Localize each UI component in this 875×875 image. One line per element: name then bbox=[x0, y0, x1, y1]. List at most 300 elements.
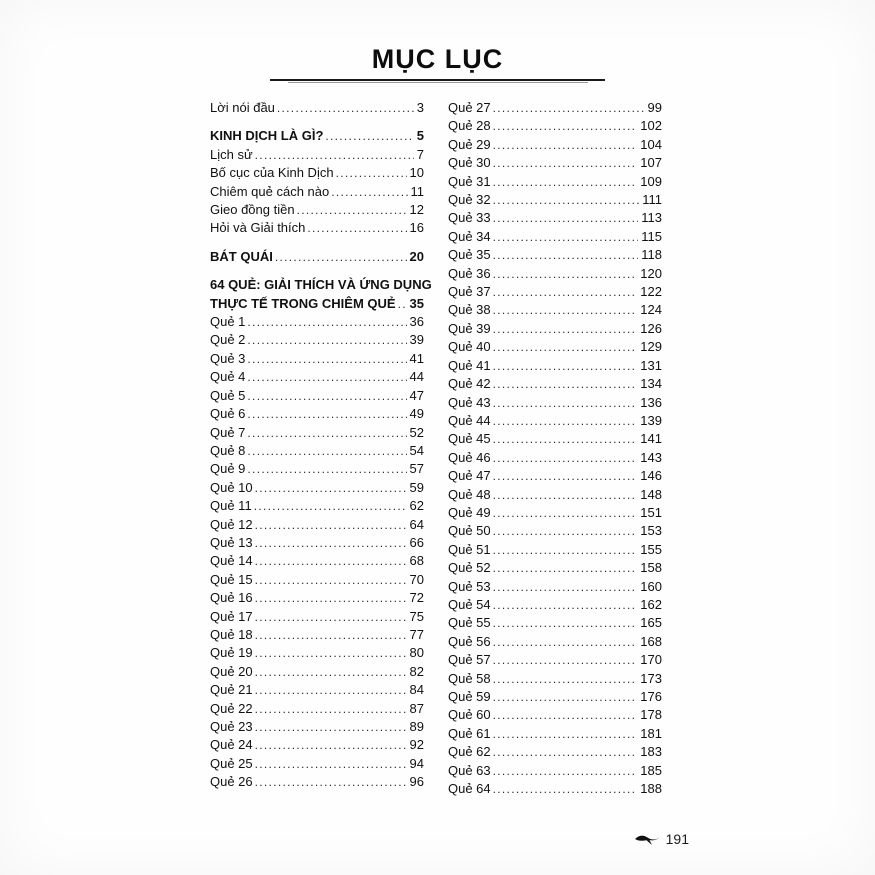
toc-entry bbox=[210, 626, 424, 644]
toc-entry-page: 178 bbox=[640, 707, 662, 723]
dot-leader bbox=[255, 516, 407, 534]
toc-entry-label: Quẻ 15 bbox=[210, 571, 253, 587]
toc-entry-page: 120 bbox=[640, 265, 662, 281]
toc-entry-label: Quẻ 59 bbox=[448, 689, 491, 704]
dot-leader bbox=[493, 301, 638, 319]
toc-entry bbox=[448, 743, 662, 761]
toc-entry bbox=[210, 350, 424, 368]
toc-entry-label: Quẻ 7 bbox=[210, 424, 246, 440]
dot-leader bbox=[255, 644, 407, 662]
dot-leader bbox=[247, 405, 406, 423]
toc-entry bbox=[448, 375, 662, 393]
toc-entry-label: Quẻ 39 bbox=[448, 320, 491, 336]
dot-leader bbox=[493, 246, 639, 264]
toc-entry-page: 75 bbox=[409, 608, 424, 624]
toc-entry-page: 52 bbox=[409, 424, 424, 440]
toc-entry bbox=[448, 99, 662, 117]
dot-leader bbox=[493, 486, 638, 504]
dot-leader bbox=[247, 460, 406, 478]
dot-leader bbox=[307, 219, 406, 237]
dot-leader bbox=[255, 700, 407, 718]
toc-entry-page: 7 bbox=[416, 146, 424, 162]
toc-entry-label: Lịch sử bbox=[210, 146, 253, 162]
dot-leader bbox=[255, 571, 407, 589]
toc-entry bbox=[448, 522, 662, 540]
toc-entry bbox=[210, 589, 424, 607]
toc-entry-page: 49 bbox=[409, 406, 424, 422]
toc-entry bbox=[448, 688, 662, 706]
dot-leader bbox=[247, 313, 406, 331]
toc-entry bbox=[210, 681, 424, 699]
dot-leader bbox=[493, 614, 638, 632]
toc-entry-page: 124 bbox=[640, 302, 662, 318]
dot-leader bbox=[493, 578, 638, 596]
toc-entry bbox=[448, 780, 662, 798]
dot-leader bbox=[493, 449, 638, 467]
toc-entry bbox=[448, 504, 662, 522]
toc-entry-page: 104 bbox=[640, 136, 662, 152]
toc-entry-page: 39 bbox=[409, 332, 424, 348]
toc-entry bbox=[448, 173, 662, 191]
toc-entry-label: Quẻ 47 bbox=[448, 468, 491, 484]
toc-entry-label: Quẻ 49 bbox=[448, 504, 491, 520]
toc-entry-page: 162 bbox=[640, 596, 662, 612]
toc-entry bbox=[448, 541, 662, 559]
toc-entry bbox=[210, 552, 424, 570]
dot-leader bbox=[493, 596, 638, 614]
toc-entry bbox=[210, 479, 424, 497]
dot-leader bbox=[493, 154, 638, 172]
toc-columns bbox=[210, 99, 662, 798]
toc-entry bbox=[448, 430, 662, 448]
toc-entry-page: 64 bbox=[409, 516, 424, 532]
toc-entry-page: 11 bbox=[410, 183, 424, 199]
dot-leader bbox=[493, 633, 638, 651]
toc-entry bbox=[448, 357, 662, 375]
toc-entry bbox=[210, 313, 424, 331]
toc-entry-page: 107 bbox=[640, 155, 662, 171]
dot-leader bbox=[493, 173, 638, 191]
dot-leader bbox=[493, 209, 639, 227]
toc-entry-label: Quẻ 55 bbox=[448, 615, 491, 631]
toc-entry-page: 168 bbox=[640, 633, 662, 649]
toc-entry-page: 94 bbox=[409, 755, 424, 771]
dot-leader bbox=[493, 228, 639, 246]
toc-entry-label: Quẻ 19 bbox=[210, 645, 253, 661]
toc-entry-page: 92 bbox=[409, 737, 424, 753]
title-underline-secondary bbox=[288, 82, 588, 83]
toc-entry-label: Quẻ 63 bbox=[448, 762, 491, 778]
title-underline bbox=[270, 79, 605, 81]
toc-entry bbox=[448, 596, 662, 614]
swallow-icon bbox=[634, 832, 662, 846]
toc-entry-label: Quẻ 26 bbox=[210, 774, 253, 790]
toc-entry bbox=[448, 486, 662, 504]
toc-entry bbox=[448, 412, 662, 430]
toc-entry-page: 36 bbox=[409, 314, 424, 330]
toc-entry-page: 10 bbox=[409, 165, 424, 181]
toc-entry bbox=[210, 387, 424, 405]
toc-entry bbox=[448, 449, 662, 467]
toc-entry-page: 20 bbox=[409, 248, 424, 264]
toc-entry-label: Quẻ 53 bbox=[448, 578, 491, 594]
toc-entry-page: 183 bbox=[640, 744, 662, 760]
toc-entry bbox=[210, 127, 424, 145]
page-number: 191 bbox=[665, 831, 689, 847]
dot-leader bbox=[255, 146, 414, 164]
toc-entry-page: 118 bbox=[641, 247, 662, 263]
toc-entry-page: 153 bbox=[640, 523, 662, 539]
toc-entry-page: 185 bbox=[640, 762, 662, 778]
toc-entry-label: Quẻ 54 bbox=[448, 596, 491, 612]
toc-entry-label: Quẻ 28 bbox=[448, 118, 491, 134]
dot-leader bbox=[325, 127, 413, 145]
dot-leader bbox=[254, 497, 407, 515]
toc-entry bbox=[448, 394, 662, 412]
toc-entry bbox=[448, 467, 662, 485]
toc-entry bbox=[210, 460, 424, 478]
toc-entry-label: Quẻ 2 bbox=[210, 332, 246, 348]
toc-entry bbox=[448, 154, 662, 172]
toc-entry bbox=[448, 117, 662, 135]
toc-entry-page: 136 bbox=[640, 394, 662, 410]
toc-entry-label: 64 QUẺ: GIẢI THÍCH VÀ ỨNG DỤNG bbox=[210, 277, 432, 293]
dot-leader bbox=[297, 201, 407, 219]
toc-entry-page: 165 bbox=[640, 615, 662, 631]
dot-leader bbox=[493, 504, 638, 522]
dot-leader bbox=[493, 283, 638, 301]
dot-leader bbox=[255, 626, 407, 644]
toc-entry-page: 3 bbox=[416, 100, 424, 115]
toc-entry bbox=[448, 578, 662, 596]
toc-entry-page: 129 bbox=[640, 339, 662, 355]
toc-entry-page: 131 bbox=[640, 357, 662, 373]
dot-leader bbox=[493, 191, 640, 209]
toc-entry-label: Quẻ 60 bbox=[448, 707, 491, 723]
toc-column-left bbox=[210, 99, 432, 798]
toc-entry-label: Quẻ 31 bbox=[448, 173, 491, 189]
toc-entry-label: Quẻ 40 bbox=[448, 339, 491, 355]
toc-entry bbox=[210, 736, 424, 754]
dot-leader bbox=[255, 773, 407, 791]
toc-entry-page: 109 bbox=[640, 173, 662, 189]
dot-leader bbox=[255, 534, 407, 552]
toc-entry-label: Quẻ 20 bbox=[210, 663, 253, 679]
toc-entry-page: 82 bbox=[409, 663, 424, 679]
toc-entry-label: Quẻ 11 bbox=[210, 498, 252, 514]
toc-entry bbox=[210, 295, 424, 313]
toc-entry-label: Quẻ 52 bbox=[448, 560, 491, 576]
dot-leader bbox=[493, 338, 638, 356]
toc-entry-label: Quẻ 24 bbox=[210, 737, 253, 753]
toc-entry bbox=[448, 320, 662, 338]
toc-entry bbox=[448, 301, 662, 319]
toc-entry-label: Quẻ 22 bbox=[210, 700, 253, 716]
toc-entry bbox=[210, 276, 432, 294]
dot-leader bbox=[255, 479, 407, 497]
toc-entry-page: 96 bbox=[409, 774, 424, 790]
toc-entry-label: Quẻ 37 bbox=[448, 284, 491, 300]
dot-leader bbox=[493, 651, 638, 669]
toc-entry-label: THỰC TẾ TRONG CHIÊM QUẺ bbox=[210, 295, 396, 311]
dot-leader bbox=[493, 743, 638, 761]
toc-entry-label: Quẻ 17 bbox=[210, 608, 253, 624]
toc-entry bbox=[210, 442, 424, 460]
dot-leader bbox=[247, 368, 406, 386]
toc-entry-label: Quẻ 43 bbox=[448, 394, 491, 410]
toc-entry bbox=[210, 755, 424, 773]
dot-leader bbox=[493, 136, 638, 154]
dot-leader bbox=[331, 183, 407, 201]
toc-entry-label: Quẻ 25 bbox=[210, 755, 253, 771]
dot-leader bbox=[493, 265, 638, 283]
toc-entry bbox=[448, 246, 662, 264]
toc-entry-page: 57 bbox=[409, 461, 424, 477]
dot-leader bbox=[255, 718, 407, 736]
dot-leader bbox=[255, 608, 407, 626]
dot-leader bbox=[493, 541, 638, 559]
toc-entry bbox=[448, 651, 662, 669]
toc-entry bbox=[448, 559, 662, 577]
toc-entry bbox=[210, 497, 424, 515]
dot-leader bbox=[493, 412, 638, 430]
toc-entry-label: Quẻ 51 bbox=[448, 541, 491, 557]
toc-entry bbox=[448, 283, 662, 301]
toc-entry-page: 170 bbox=[640, 652, 662, 668]
toc-entry-label: BÁT QUÁI bbox=[210, 248, 273, 264]
toc-entry-page: 62 bbox=[409, 498, 424, 514]
toc-entry bbox=[210, 773, 424, 791]
toc-entry-label: Quẻ 34 bbox=[448, 228, 491, 244]
toc-entry-page: 155 bbox=[640, 541, 662, 557]
toc-entry-label: Bố cục của Kinh Dịch bbox=[210, 165, 334, 181]
toc-entry-label: Quẻ 23 bbox=[210, 719, 253, 734]
toc-entry bbox=[448, 209, 662, 227]
toc-entry-label: Quẻ 1 bbox=[210, 314, 246, 330]
toc-entry-page: 12 bbox=[409, 202, 424, 218]
toc-entry-label: Quẻ 4 bbox=[210, 369, 246, 385]
dot-leader bbox=[336, 164, 407, 182]
toc-entry-page: 151 bbox=[640, 504, 662, 520]
toc-entry-page: 143 bbox=[640, 449, 662, 465]
toc-entry-page: 111 bbox=[642, 192, 662, 208]
toc-entry-label: Quẻ 46 bbox=[448, 449, 491, 465]
dot-leader bbox=[493, 467, 638, 485]
toc-entry-page: 77 bbox=[409, 626, 424, 642]
toc-entry bbox=[210, 146, 424, 164]
toc-entry-label: Quẻ 30 bbox=[448, 155, 491, 171]
dot-leader bbox=[247, 424, 406, 442]
toc-entry bbox=[448, 670, 662, 688]
toc-entry-page: 148 bbox=[640, 486, 662, 502]
toc-entry-page: 176 bbox=[640, 689, 662, 704]
toc-entry bbox=[210, 608, 424, 626]
toc-entry-page: 173 bbox=[640, 670, 662, 686]
toc-entry-label: Quẻ 21 bbox=[210, 682, 253, 698]
toc-entry-label: Gieo đồng tiền bbox=[210, 202, 295, 218]
dot-leader bbox=[255, 552, 407, 570]
dot-leader bbox=[493, 394, 638, 412]
dot-leader bbox=[275, 248, 407, 266]
dot-leader bbox=[255, 736, 407, 754]
toc-entry bbox=[210, 534, 424, 552]
toc-entry-page: 102 bbox=[640, 118, 662, 134]
toc-entry-label: Quẻ 5 bbox=[210, 387, 246, 403]
toc-entry-page: 16 bbox=[409, 220, 424, 236]
dot-leader bbox=[255, 681, 407, 699]
dot-leader bbox=[493, 559, 638, 577]
toc-entry bbox=[448, 191, 662, 209]
toc-entry-page: 41 bbox=[409, 350, 424, 366]
toc-entry-label: Chiêm quẻ cách nào bbox=[210, 183, 330, 199]
toc-entry-page: 66 bbox=[409, 534, 424, 550]
toc-entry-page: 134 bbox=[640, 376, 662, 392]
toc-entry-page: 35 bbox=[409, 295, 424, 311]
toc-entry-page: 80 bbox=[409, 645, 424, 661]
toc-entry-label: Quẻ 12 bbox=[210, 516, 253, 532]
toc-entry-page: 84 bbox=[409, 682, 424, 698]
toc-entry-label: Quẻ 56 bbox=[448, 633, 491, 649]
toc-entry-label: Quẻ 48 bbox=[448, 486, 491, 502]
toc-entry-label: Quẻ 8 bbox=[210, 442, 246, 458]
dot-leader bbox=[493, 357, 638, 375]
toc-entry-page: 54 bbox=[409, 442, 424, 458]
dot-leader bbox=[493, 430, 638, 448]
toc-entry-page: 59 bbox=[409, 479, 424, 495]
toc-entry-page: 5 bbox=[416, 128, 424, 144]
toc-entry-label: Quẻ 18 bbox=[210, 626, 253, 642]
toc-entry bbox=[448, 762, 662, 780]
toc-entry bbox=[448, 614, 662, 632]
toc-entry-label: Lời nói đầu bbox=[210, 100, 275, 115]
toc-entry bbox=[210, 516, 424, 534]
dot-leader bbox=[247, 387, 406, 405]
dot-leader bbox=[255, 755, 407, 773]
toc-entry-page: 160 bbox=[640, 578, 662, 594]
toc-entry-label: Quẻ 6 bbox=[210, 406, 246, 422]
dot-leader bbox=[247, 442, 406, 460]
toc-entry-label: Quẻ 32 bbox=[448, 192, 491, 208]
page-title: MỤC LỤC bbox=[371, 44, 504, 74]
toc-entry-page: 146 bbox=[640, 468, 662, 484]
toc-entry-page: 87 bbox=[409, 700, 424, 716]
toc-entry-label: Quẻ 10 bbox=[210, 479, 253, 495]
toc-entry-page: 139 bbox=[640, 412, 662, 428]
toc-entry-label: Quẻ 44 bbox=[448, 412, 491, 428]
toc-entry-label: Quẻ 64 bbox=[448, 781, 491, 797]
toc-entry bbox=[210, 700, 424, 718]
dot-leader bbox=[493, 762, 638, 780]
toc-entry bbox=[210, 663, 424, 681]
toc-entry-label: Quẻ 9 bbox=[210, 461, 246, 477]
toc-entry-page: 72 bbox=[409, 590, 424, 606]
toc-entry-label: Quẻ 14 bbox=[210, 553, 253, 569]
toc-entry bbox=[448, 338, 662, 356]
toc-entry bbox=[448, 706, 662, 724]
toc-entry-page: 126 bbox=[640, 320, 662, 336]
toc-entry-page: 44 bbox=[409, 369, 424, 385]
toc-entry-page: 141 bbox=[640, 431, 662, 447]
toc-entry-page: 70 bbox=[409, 571, 424, 587]
toc-entry bbox=[448, 633, 662, 651]
toc-entry bbox=[210, 248, 424, 266]
dot-leader bbox=[247, 331, 406, 349]
dot-leader bbox=[493, 725, 638, 743]
dot-leader bbox=[493, 320, 638, 338]
toc-entry-label: Quẻ 45 bbox=[448, 431, 491, 447]
toc-entry-label: Quẻ 35 bbox=[448, 247, 491, 263]
toc-entry-label: Quẻ 36 bbox=[448, 265, 491, 281]
toc-entry-label: Quẻ 50 bbox=[448, 523, 491, 539]
toc-entry-label: Quẻ 61 bbox=[448, 725, 491, 741]
toc-entry-label: Quẻ 27 bbox=[448, 100, 491, 115]
dot-leader bbox=[255, 663, 407, 681]
toc-entry-label: Quẻ 41 bbox=[448, 357, 491, 373]
toc-entry-label: Quẻ 33 bbox=[448, 210, 491, 226]
dot-leader bbox=[493, 375, 638, 393]
toc-entry-page: 68 bbox=[409, 553, 424, 569]
page-footer bbox=[634, 831, 689, 847]
toc-entry bbox=[210, 405, 424, 423]
toc-entry-page: 122 bbox=[640, 284, 662, 300]
toc-entry-label: Quẻ 16 bbox=[210, 590, 253, 606]
toc-entry-label: Hỏi và Giải thích bbox=[210, 220, 306, 236]
toc-entry bbox=[210, 183, 424, 201]
dot-leader bbox=[493, 117, 638, 135]
toc-entry-page: 181 bbox=[640, 725, 662, 741]
dot-leader bbox=[493, 780, 638, 798]
toc-entry bbox=[210, 718, 424, 736]
dot-leader bbox=[493, 688, 638, 706]
toc-entry-label: Quẻ 58 bbox=[448, 670, 491, 686]
toc-entry bbox=[448, 725, 662, 743]
toc-entry-page: 115 bbox=[641, 228, 662, 244]
toc-column-right bbox=[448, 99, 662, 798]
toc-entry-label: Quẻ 13 bbox=[210, 534, 253, 550]
toc-entry bbox=[210, 219, 424, 237]
toc-entry bbox=[210, 99, 424, 117]
toc-entry-page: 99 bbox=[647, 100, 662, 115]
toc-entry bbox=[210, 424, 424, 442]
toc-entry-label: Quẻ 42 bbox=[448, 376, 491, 392]
dot-leader bbox=[493, 522, 638, 540]
toc-entry-label: Quẻ 38 bbox=[448, 302, 491, 318]
dot-leader bbox=[493, 99, 645, 117]
toc-entry bbox=[210, 331, 424, 349]
toc-entry bbox=[210, 164, 424, 182]
toc-entry-page: 188 bbox=[640, 781, 662, 797]
toc-entry bbox=[210, 644, 424, 662]
toc-entry-label: Quẻ 29 bbox=[448, 136, 491, 152]
toc-entry bbox=[448, 265, 662, 283]
toc-entry-page: 47 bbox=[409, 387, 424, 403]
toc-entry-label: KINH DỊCH LÀ GÌ? bbox=[210, 128, 324, 144]
toc-entry-page: 89 bbox=[409, 719, 424, 734]
toc-entry bbox=[210, 368, 424, 386]
toc-entry-label: Quẻ 62 bbox=[448, 744, 491, 760]
toc-entry-label: Quẻ 57 bbox=[448, 652, 491, 668]
dot-leader bbox=[493, 670, 638, 688]
toc-entry bbox=[448, 136, 662, 154]
toc-entry-label: Quẻ 3 bbox=[210, 350, 246, 366]
dot-leader bbox=[398, 295, 407, 313]
page-header bbox=[0, 0, 875, 83]
dot-leader bbox=[247, 350, 406, 368]
toc-entry-page: 113 bbox=[641, 210, 662, 226]
dot-leader bbox=[493, 706, 638, 724]
dot-leader bbox=[277, 99, 414, 117]
dot-leader bbox=[255, 589, 407, 607]
